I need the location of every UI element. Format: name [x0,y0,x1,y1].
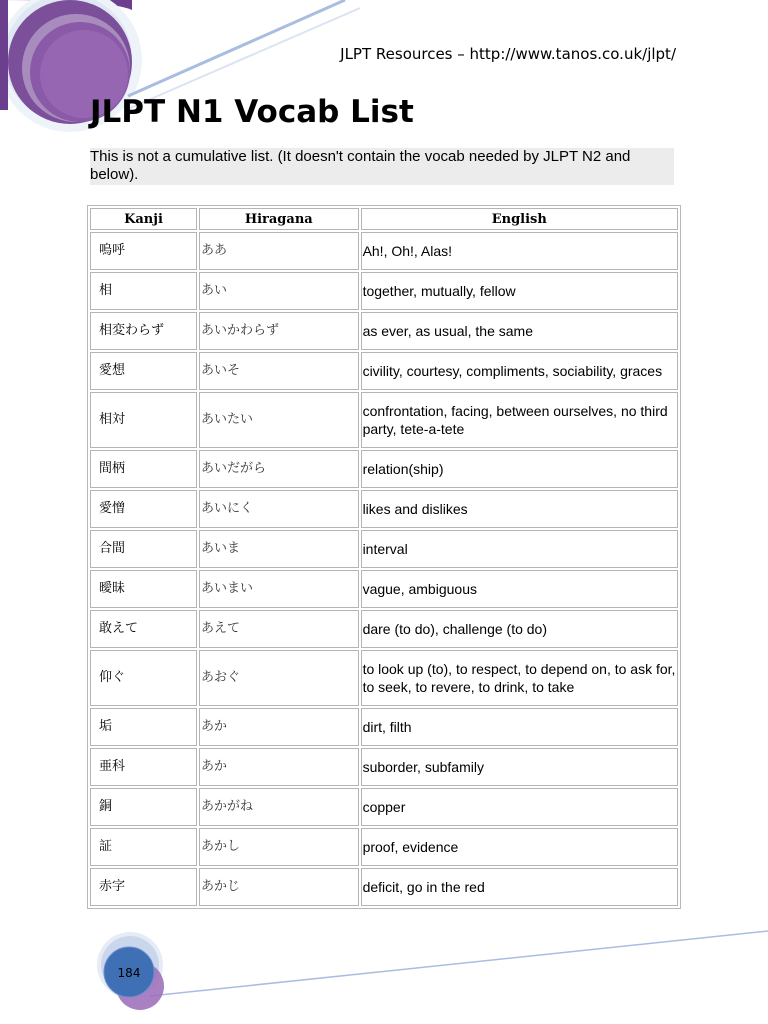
hiragana-cell: あいま [199,530,359,568]
page-number: 184 [117,966,141,980]
english-cell: suborder, subfamily [361,748,678,786]
kanji-cell: 証 [90,828,197,866]
table-row [90,610,678,648]
kanji-cell: 亜科 [90,748,197,786]
table-header-row [90,208,678,230]
hiragana-cell: あかがね [199,788,359,826]
hiragana-cell: あいかわらず [199,312,359,350]
table-row [90,450,678,488]
english-cell: copper [361,788,678,826]
kanji-cell: 愛憎 [90,490,197,528]
table-row [90,232,678,270]
english-cell: vague, ambiguous [361,570,678,608]
hiragana-cell: あかし [199,828,359,866]
hiragana-cell: あか [199,708,359,746]
hiragana-cell: あいにく [199,490,359,528]
kanji-cell: 敢えて [90,610,197,648]
page-title: JLPT N1 Vocab List [90,94,414,130]
hiragana-cell: あいだがら [199,450,359,488]
kanji-cell: 仰ぐ [90,650,197,706]
hiragana-cell: ああ [199,232,359,270]
kanji-cell: 垢 [90,708,197,746]
column-header-english: English [361,208,678,230]
hiragana-cell: あか [199,748,359,786]
table-row [90,392,678,448]
english-cell: dirt, filth [361,708,678,746]
kanji-cell: 相対 [90,392,197,448]
english-cell: Ah!, Oh!, Alas! [361,232,678,270]
hiragana-cell: あかじ [199,868,359,906]
kanji-cell: 曖昧 [90,570,197,608]
table-row [90,530,678,568]
english-cell: relation(ship) [361,450,678,488]
table-row [90,570,678,608]
column-header-hiragana: Hiragana [199,208,359,230]
kanji-cell: 嗚呼 [90,232,197,270]
table-row [90,748,678,786]
english-cell: dare (to do), challenge (to do) [361,610,678,648]
hiragana-cell: あおぐ [199,650,359,706]
english-cell: together, mutually, fellow [361,272,678,310]
footer-decoration [0,900,768,1024]
kanji-cell: 合間 [90,530,197,568]
resource-header: JLPT Resources – http://www.tanos.co.uk/jlpt/ [340,45,676,63]
hiragana-cell: あいたい [199,392,359,448]
table-row [90,828,678,866]
english-cell: likes and dislikes [361,490,678,528]
vocab-table [87,205,681,909]
english-cell: confrontation, facing, between ourselves, no third party, tete-a-tete [361,392,678,448]
hiragana-cell: あいまい [199,570,359,608]
table-row [90,272,678,310]
kanji-cell: 相変わらず [90,312,197,350]
kanji-cell: 銅 [90,788,197,826]
table-row [90,352,678,390]
english-cell: civility, courtesy, compliments, sociability, graces [361,352,678,390]
hiragana-cell: あい [199,272,359,310]
english-cell: deficit, go in the red [361,868,678,906]
hiragana-cell: あえて [199,610,359,648]
table-row [90,490,678,528]
english-cell: proof, evidence [361,828,678,866]
kanji-cell: 相 [90,272,197,310]
table-row [90,650,678,706]
kanji-cell: 赤字 [90,868,197,906]
kanji-cell: 愛想 [90,352,197,390]
column-header-kanji: Kanji [90,208,197,230]
english-cell: interval [361,530,678,568]
table-row [90,788,678,826]
english-cell: to look up (to), to respect, to depend on, to ask for, to seek, to revere, to drink, to take [361,650,678,706]
hiragana-cell: あいそ [199,352,359,390]
kanji-cell: 間柄 [90,450,197,488]
table-row [90,708,678,746]
english-cell: as ever, as usual, the same [361,312,678,350]
intro-note: This is not a cumulative list. (It doesn't contain the vocab needed by JLPT N2 and below). [90,148,674,185]
table-row [90,312,678,350]
